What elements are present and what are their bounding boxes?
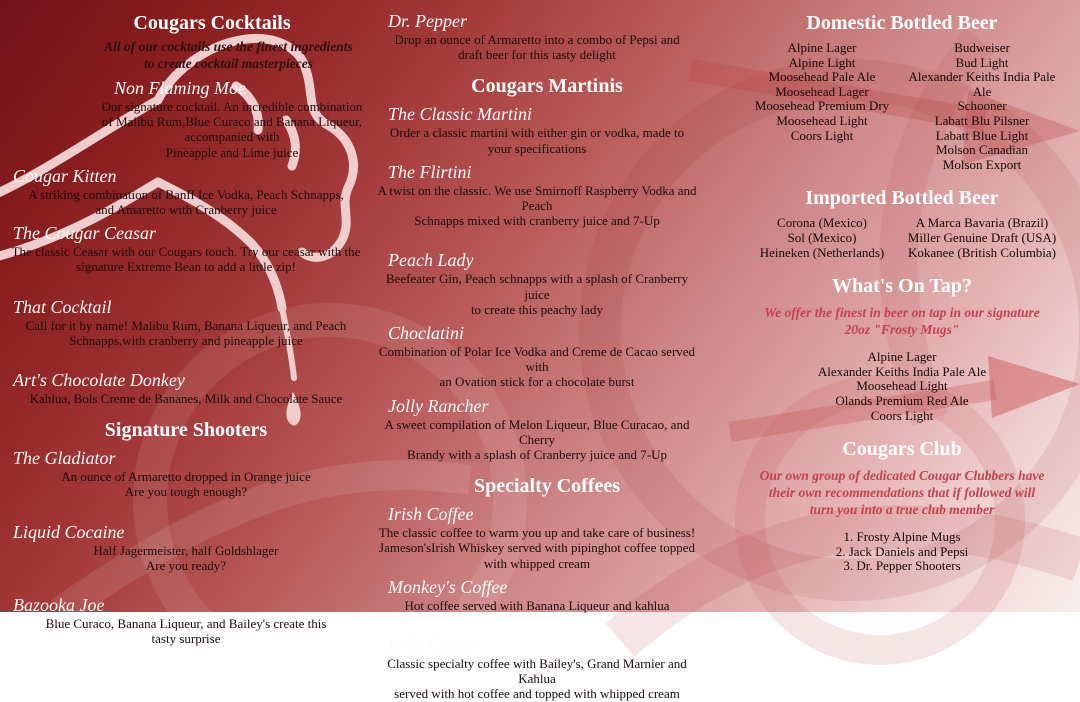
menu-item-description <box>0 469 372 499</box>
description-line: Drop an ounce of Armaretto into a combo of Pepsi and <box>394 32 680 47</box>
beer-columns <box>742 41 1062 172</box>
menu-item-name: Cougar Kitten <box>13 165 117 186</box>
menu-item <box>372 250 742 317</box>
beer-list-item: Schooner <box>957 98 1007 114</box>
description-line: A twist on the classic. We use Smirnoff Raspberry Vodka and Peach <box>377 182 697 214</box>
section-title: Cougars Martinis <box>471 75 623 98</box>
description-line: Schnapps mixed with cranberry juice and 7-Up <box>414 213 660 229</box>
description-line: Combination of Polar Ice Vodka and Creme de Cacao served with <box>378 344 696 375</box>
description-line: Are you tough enough? <box>124 484 248 500</box>
menu-item-name: Peach Lady <box>388 250 474 271</box>
description-line: Classic specialty coffee with Bailey's, Grand Marnier and Kahlua <box>387 656 687 687</box>
list-item: 2. Jack Daniels and Pepsi <box>835 543 969 559</box>
menu-item-description <box>372 344 742 390</box>
beer-list-item: Kokanee (British Columbia) <box>907 244 1057 260</box>
menu-item-name: The Flirtini <box>388 161 472 182</box>
menu-section <box>742 186 1062 260</box>
menu-item-description <box>372 598 742 613</box>
menu-item-description <box>0 187 372 217</box>
section-list <box>742 350 1062 423</box>
menu-item-name: The Gladiator <box>13 448 116 469</box>
description-line: of Malibu Rum,Blue Curaco and Banana Liqueur, <box>101 114 363 130</box>
menu-section <box>742 437 1062 574</box>
beer-list-item: Coors Light <box>790 127 854 143</box>
menu-item-description <box>0 391 372 406</box>
description-line: and Amaretto with Cranberry juice <box>95 202 277 218</box>
menu-item-name: The Cougar Ceasar <box>13 223 157 244</box>
menu-section <box>372 474 742 701</box>
menu-item-name: Jolly Rancher <box>388 395 489 416</box>
menu-item-name: Dr. Pepper <box>388 11 467 31</box>
beer-list-item: Alexander Keiths India Pale Ale <box>908 69 1056 99</box>
description-line: An ounce of Armaretto dropped in Orange juice <box>61 469 311 485</box>
beer-list-item: Labatt Blue Light <box>935 127 1029 143</box>
intro-line: to create cocktail masterpieces <box>143 55 314 71</box>
section-title: Domestic Bottled Beer <box>806 12 998 34</box>
section-intro <box>0 39 372 72</box>
menu-item-description <box>372 656 742 702</box>
section-title: Specialty Coffees <box>473 475 621 498</box>
menu-item-description <box>372 32 742 62</box>
beer-list-item: Miller Genuine Draft (USA) <box>907 229 1057 245</box>
beer-list-item: Heineken (Netherlands) <box>759 244 885 260</box>
description-line: tasty surprise <box>151 631 221 647</box>
beer-list-item: Sol (Mexico) <box>787 229 857 245</box>
section-title: Cougars Club <box>842 438 962 461</box>
intro-line: turn you into a true club member <box>809 502 995 518</box>
intro-line: their own recommendations that if followed will <box>768 485 1036 501</box>
beer-columns <box>742 216 1062 260</box>
description-line: Our signature cocktail. An incredible combination <box>101 99 363 114</box>
list-item: 1. Frosty Alpine Mugs <box>843 529 961 545</box>
menu-item <box>0 223 372 274</box>
menu-item <box>372 635 742 702</box>
description-line: Pineapple and Lime juice <box>165 144 299 160</box>
section-intro <box>742 467 1062 518</box>
beer-list-item: Corona (Mexico) <box>777 215 867 231</box>
description-line: with whipped cream <box>483 555 591 571</box>
menu-section <box>0 418 372 646</box>
beer-list-item: Molson Canadian <box>935 142 1029 158</box>
list-item: Alpine Lager <box>867 349 937 365</box>
beer-list-right <box>902 41 1062 172</box>
column-martinis-coffees <box>372 0 742 702</box>
description-line: Order a classic martini with either gin or vodka, made to <box>389 125 685 141</box>
menu-item <box>372 104 742 155</box>
description-line: signature Extreme Bean to add a little zip! <box>76 259 296 275</box>
beer-list-item: Moosehead Pale Ale <box>768 69 876 85</box>
description-line: The classic coffee to warm you up and take care of business! <box>378 525 696 541</box>
list-item: Olands Premium Red Ale <box>835 392 969 408</box>
beer-list-item: Bud Light <box>955 54 1009 70</box>
beer-list-item: Moosehead Premium Dry <box>754 98 890 114</box>
menu-item <box>0 297 372 348</box>
beer-list-left <box>742 216 902 260</box>
description-line: The classic Ceasar with our Cougars touch. Try our ceasar with the <box>11 244 361 260</box>
menu-item <box>0 595 372 646</box>
description-line: Call for it by name! Malibu Rum, Banana Liqueur, and Peach <box>25 317 347 333</box>
menu-item-description <box>0 543 372 573</box>
menu-item <box>372 504 742 571</box>
menu-item-description <box>0 318 372 348</box>
menu-item-name: That Cocktail <box>13 296 112 317</box>
description-line: an Ovation stick for a chocolate burst <box>439 374 635 390</box>
intro-line: All of our cocktails use the finest ingredients <box>104 39 353 54</box>
list-item: Moosehead Light <box>856 378 948 394</box>
description-line: Half Jagermeister, half Goldshlager <box>93 542 279 558</box>
intro-line: 20oz "Frosty Mugs" <box>844 322 960 338</box>
description-line: draft beer for this tasty delight <box>458 47 616 63</box>
menu-item <box>372 323 742 390</box>
description-line: Schnapps,with cranberry and pineapple juice <box>69 332 303 348</box>
beer-list-right <box>902 216 1062 260</box>
menu-item-name: Irish Coffee <box>388 504 474 525</box>
menu-item-description <box>0 244 372 274</box>
menu-item-description <box>372 271 742 317</box>
menu-item-description <box>372 525 742 571</box>
menu-section <box>372 11 742 62</box>
menu-item <box>372 396 742 463</box>
menu-item-name: Liquid Cocaine <box>13 521 125 542</box>
description-line: Are you ready? <box>145 557 227 573</box>
menu-item-name: Non Flaming Moe <box>114 78 246 98</box>
menu-item-description <box>372 183 742 229</box>
menu-item <box>92 78 372 160</box>
description-line: Blue Curaco, Banana Liqueur, and Bailey's create this <box>45 616 327 632</box>
menu-section <box>742 274 1062 423</box>
menu-item-description <box>0 616 372 646</box>
list-item: Alexander Keiths India Pale Ale <box>817 363 987 379</box>
menu-item <box>0 370 372 406</box>
menu-item-name: Choclatini <box>388 323 464 344</box>
section-title: Imported Bottled Beer <box>805 187 999 210</box>
description-line: Kahlua, Bols Creme de Bananes, Milk and Chocolate Sauce <box>29 391 343 407</box>
menu-item-name: Monkey's Coffee <box>388 576 508 597</box>
menu-item <box>0 448 372 499</box>
menu-item-name: B-52 Coffee <box>388 635 475 656</box>
beer-list-item: Budweiser <box>954 40 1010 55</box>
menu-item <box>372 162 742 229</box>
menu-item <box>0 166 372 217</box>
description-line: to create this peachy lady <box>470 301 604 317</box>
menu-item <box>0 522 372 573</box>
menu-item-name: Art's Chocolate Donkey <box>13 370 185 391</box>
description-line: Jameson'sIrish Whiskey served with pipinghot coffee topped <box>379 540 695 556</box>
description-line: A sweet compilation of Melon Liqueur, Blue Curacao, and Cherry <box>384 416 690 447</box>
section-intro <box>742 304 1062 338</box>
menu-item <box>372 11 742 62</box>
beer-list-item: Moosehead Lager <box>775 83 869 99</box>
beer-list-item: A Marca Bavaria (Brazil) <box>915 215 1049 231</box>
intro-line: Our own group of dedicated Cougar Clubbers have <box>759 468 1045 484</box>
menu-item-name: Bazooka Joe <box>13 595 105 616</box>
column-cocktails-shooters <box>0 0 372 647</box>
beer-list-item: Labatt Blu Pilsner <box>934 112 1030 128</box>
description-line: accompanied with <box>184 129 280 145</box>
column-beers-club <box>742 0 1080 612</box>
menu-item-description <box>372 417 742 463</box>
beer-list-item: Alpine Light <box>788 54 856 70</box>
description-line: Beefeater Gin, Peach schnapps with a splash of Cranberry juice <box>385 271 689 302</box>
list-item: 3. Dr. Pepper Shooters <box>843 558 961 574</box>
intro-line: We offer the finest in beer on tap in our signature <box>764 305 1040 321</box>
list-item: Coors Light <box>870 407 934 423</box>
description-line: served with hot coffee and topped with whipped cream <box>394 686 680 702</box>
menu-item <box>372 577 742 613</box>
description-line: A striking combination of Banff Ice Vodka, Peach Schnapps, <box>28 186 344 202</box>
menu-item-description <box>92 99 372 160</box>
section-title: What's On Tap? <box>831 275 973 298</box>
beer-list-item: Molson Export <box>942 156 1022 172</box>
beer-list-item: Alpine Lager <box>787 40 857 55</box>
beer-list-left <box>742 41 902 172</box>
section-title: Signature Shooters <box>104 419 268 442</box>
menu-section <box>372 74 742 462</box>
menu-section <box>742 11 1062 172</box>
description-line: your specifications <box>487 140 587 156</box>
menu-item-description <box>372 125 742 155</box>
section-title: Cougars Cocktails <box>133 12 291 34</box>
description-line: Brandy with a splash of Cranberry juice and 7-Up <box>407 447 667 463</box>
menu-section <box>0 11 372 406</box>
section-list <box>742 530 1062 574</box>
menu-item-name: The Classic Martini <box>388 104 533 125</box>
beer-list-item: Moosehead Light <box>776 112 868 128</box>
description-line: Hot coffee served with Banana Liqueur and kahlua <box>404 597 670 613</box>
